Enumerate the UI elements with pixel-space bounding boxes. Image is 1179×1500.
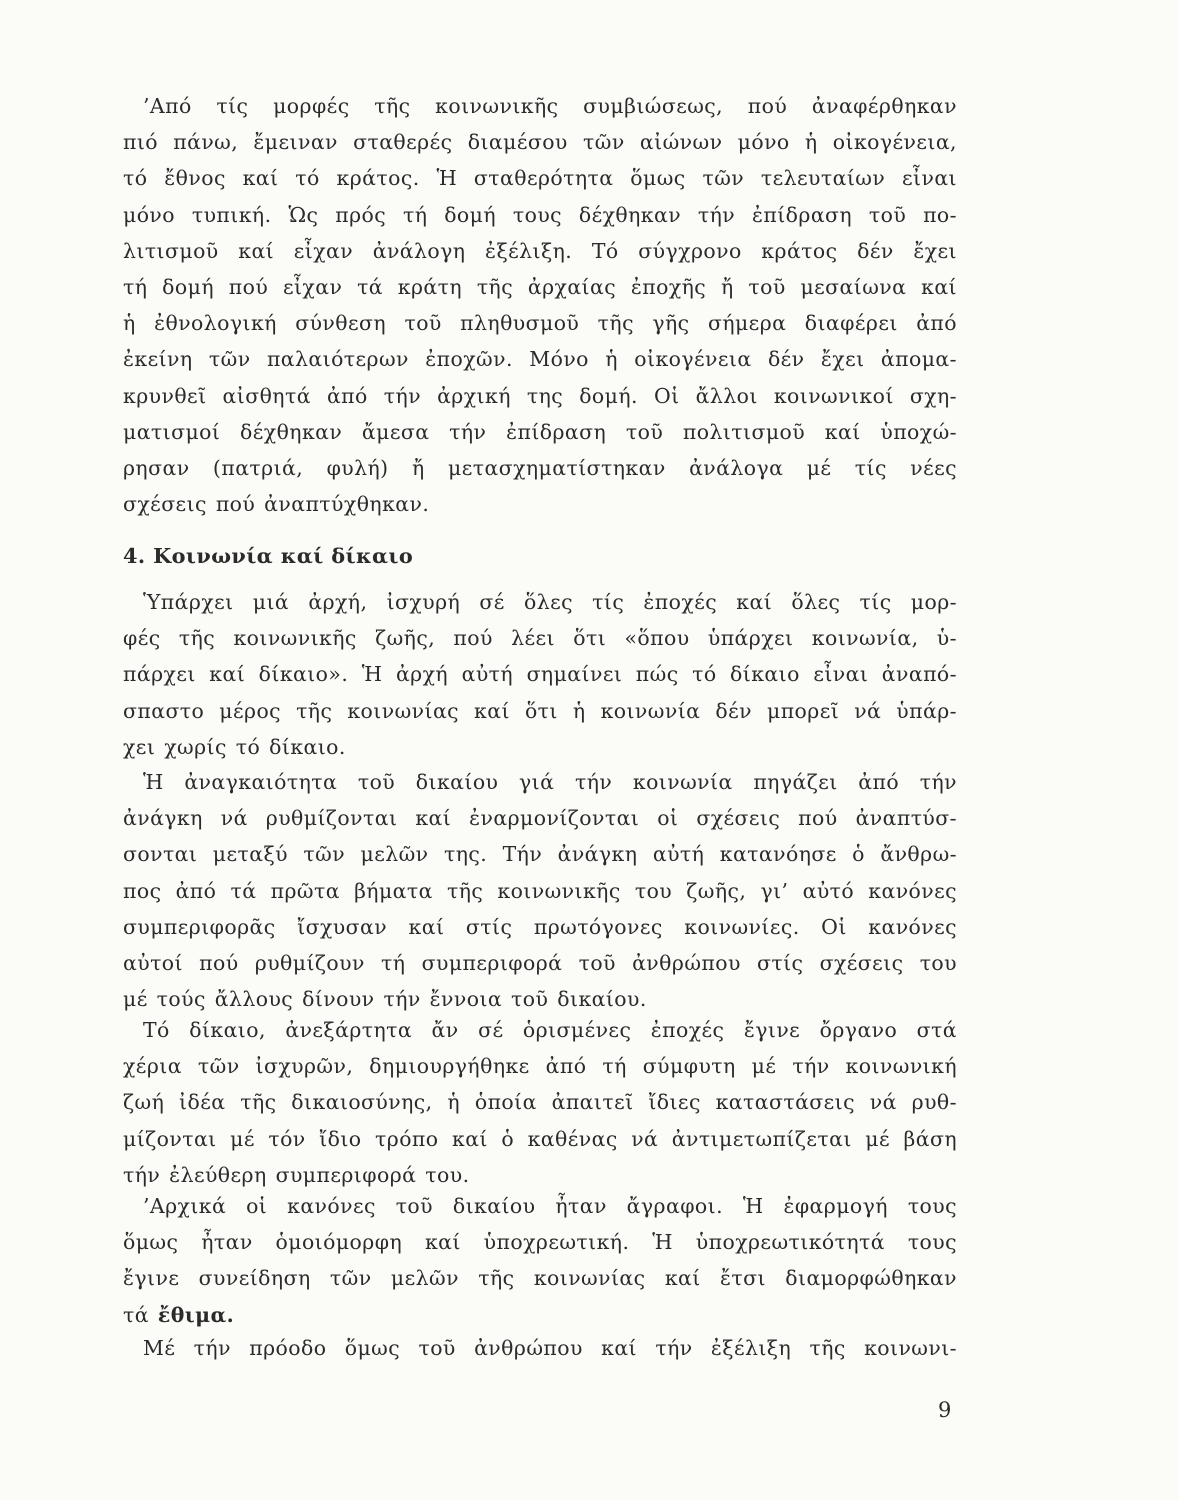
text-line: κρυνθεῖ αἰσθητά ἀπό τήν ἀρχική της δομή. Οἱ ἄλλοι κοινωνικοί σχη- bbox=[123, 383, 957, 408]
paragraph-6 bbox=[123, 1330, 957, 1366]
text-line: μίζονται μέ τόν ἴδιο τρόπο καί ὁ καθένας νά ἀντιμετωπίζεται μέ βάση bbox=[123, 1126, 957, 1151]
text-line: σχέσεις πού ἀναπτύχθηκαν. bbox=[123, 492, 430, 517]
paragraph-2 bbox=[123, 584, 957, 765]
page-number: 9 bbox=[938, 1398, 952, 1422]
text-line: Μέ τήν πρόοδο ὅμως τοῦ ἀνθρώπου καί τήν ἐξέλιξη τῆς κοινωνι- bbox=[143, 1336, 957, 1360]
section-heading: 4. Κοινωνία καί δίκαιο bbox=[123, 543, 414, 568]
text-line: ἀνάγκη νά ρυθμίζονται καί ἐναρμονίζονται οἱ σχέσεις πού ἀναπτύσ- bbox=[123, 806, 957, 831]
text-line: ’Αρχικά οἱ κανόνες τοῦ δικαίου ἦταν ἄγραφοι. Ἡ ἐφαρμογή τους bbox=[143, 1194, 957, 1218]
text-line: ματισμοί δέχθηκαν ἄμεσα τήν ἐπίδραση τοῦ πολιτισμοῦ καί ὑποχώ- bbox=[123, 419, 957, 444]
text-line bbox=[123, 1297, 957, 1333]
text-line: λιτισμοῦ καί εἶχαν ἀνάλογη ἐξέλιξη. Τό σύγχρονο κράτος δέν ἔχει bbox=[123, 238, 957, 263]
text-line: πος ἀπό τά πρῶτα βήματα τῆς κοινωνικῆς του ζωῆς, γι’ αὐτό κανόνες bbox=[123, 878, 957, 903]
text-line: σονται μεταξύ τῶν μελῶν της. Τήν ἀνάγκη αὐτή κατανόησε ὁ ἄνθρω- bbox=[123, 842, 957, 867]
text-line: Ὑπάρχει μιά ἀρχή, ἰσχυρή σέ ὅλες τίς ἐποχές καί ὅλες τίς μορ- bbox=[143, 590, 957, 614]
paragraph-4 bbox=[123, 1012, 957, 1193]
text-fragment: τά bbox=[123, 1302, 158, 1327]
text-line: χέρια τῶν ἰσχυρῶν, δημιουργήθηκε ἀπό τή σύμφυτη μέ τήν κοινωνική bbox=[123, 1054, 957, 1079]
text-line: μόνο τυπική. Ὡς πρός τή δομή τους δέχθηκαν τήν ἐπίδραση τοῦ πο- bbox=[123, 202, 957, 227]
paragraph-3 bbox=[123, 764, 957, 1017]
text-line: Τό δίκαιο, ἀνεξάρτητα ἄν σέ ὁρισμένες ἐποχές ἔγινε ὄργανο στά bbox=[143, 1018, 957, 1042]
text-line: ἐκείνη τῶν παλαιότερων ἐποχῶν. Μόνο ἡ οἰκογένεια δέν ἔχει ἀπομα- bbox=[123, 347, 957, 372]
text-line: ζωή ἰδέα τῆς δικαιοσύνης, ἡ ὁποία ἀπαιτεῖ ἴδιες καταστάσεις νά ρυθ- bbox=[123, 1090, 957, 1115]
paragraph-1 bbox=[123, 88, 957, 522]
text-line: ἔγινε συνείδηση τῶν μελῶν τῆς κοινωνίας καί ἔτσι διαμορφώθηκαν bbox=[123, 1266, 957, 1291]
bold-term: ἔθιμα. bbox=[157, 1302, 235, 1327]
text-line: τή δομή πού εἶχαν τά κράτη τῆς ἀρχαίας ἐποχῆς ἤ τοῦ μεσαίωνα καί bbox=[123, 274, 957, 299]
text-line: ’Από τίς μορφές τῆς κοινωνικῆς συμβιώσεως, πού ἀναφέρθηκαν bbox=[143, 94, 957, 118]
text-line: σπαστο μέρος τῆς κοινωνίας καί ὅτι ἡ κοινωνία δέν μπορεῖ νά ὑπάρ- bbox=[123, 698, 957, 723]
text-line: αὐτοί πού ρυθμίζουν τή συμπεριφορά τοῦ ἀνθρώπου στίς σχέσεις του bbox=[123, 950, 957, 975]
text-line: πάρχει καί δίκαιο». Ἡ ἀρχή αὐτή σημαίνει πώς τό δίκαιο εἶναι ἀναπό- bbox=[123, 662, 957, 687]
text-line: συμπεριφορᾶς ἴσχυσαν καί στίς πρωτόγονες κοινωνίες. Οἱ κανόνες bbox=[123, 914, 957, 939]
text-line: πιό πάνω, ἔμειναν σταθερές διαμέσου τῶν αἰώνων μόνο ἡ οἰκογένεια, bbox=[123, 130, 957, 155]
text-line: χει χωρίς τό δίκαιο. bbox=[123, 734, 346, 759]
text-line: Ἡ ἀναγκαιότητα τοῦ δικαίου γιά τήν κοινωνία πηγάζει ἀπό τήν bbox=[143, 770, 957, 794]
text-line: ρησαν (πατριά, φυλή) ἤ μετασχηματίστηκαν ἀνάλογα μέ τίς νέες bbox=[123, 455, 957, 480]
text-line: τό ἔθνος καί τό κράτος. Ἡ σταθερότητα ὅμως τῶν τελευταίων εἶναι bbox=[123, 166, 957, 191]
text-line: μέ τούς ἄλλους δίνουν τήν ἔννοια τοῦ δικαίου. bbox=[123, 987, 647, 1012]
text-line: ἡ ἐθνολογική σύνθεση τοῦ πληθυσμοῦ τῆς γῆς σήμερα διαφέρει ἀπό bbox=[123, 311, 957, 336]
text-line: τήν ἐλεύθερη συμπεριφορά του. bbox=[123, 1162, 470, 1187]
text-line: ὅμως ἦταν ὁμοιόμορφη καί ὑποχρεωτική. Ἡ ὑποχρεωτικότητά τους bbox=[123, 1230, 957, 1255]
paragraph-5 bbox=[123, 1188, 957, 1333]
text-line: φές τῆς κοινωνικῆς ζωῆς, πού λέει ὅτι «ὅπου ὑπάρχει κοινωνία, ὑ- bbox=[123, 626, 957, 651]
